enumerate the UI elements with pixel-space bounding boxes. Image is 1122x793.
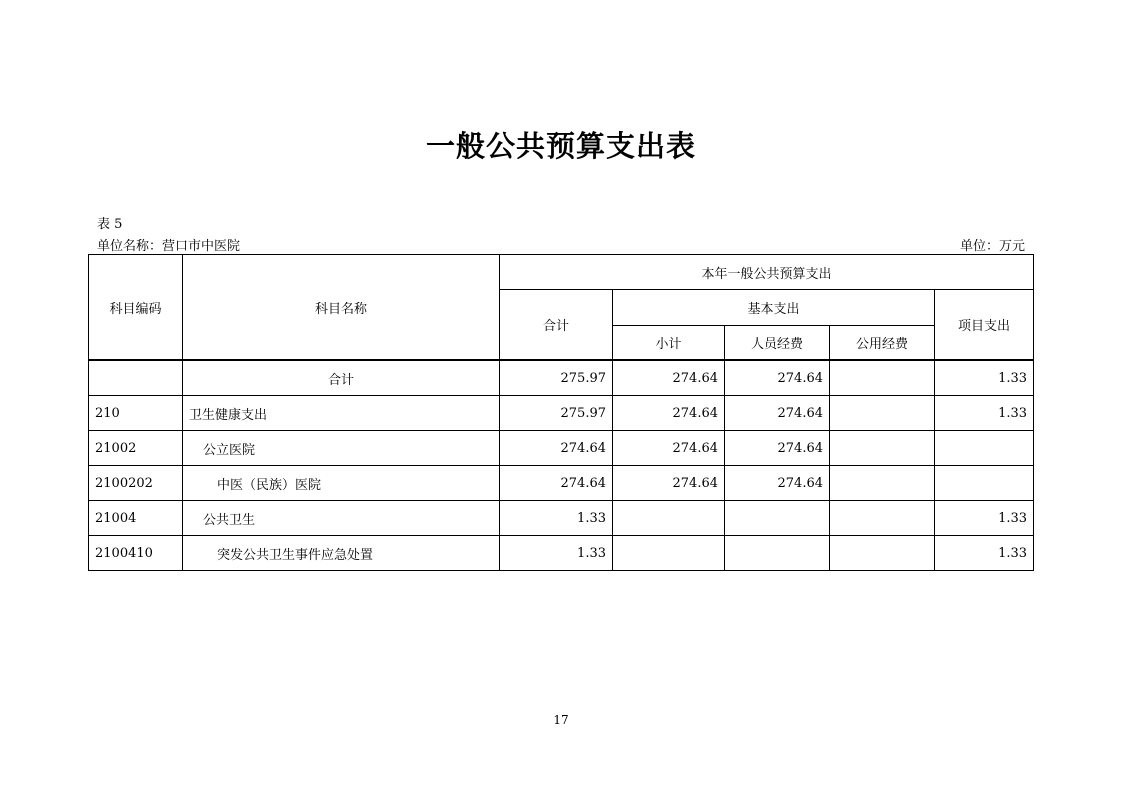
cell-subtotal — [613, 501, 725, 536]
cell-name: 公立医院 — [183, 431, 500, 466]
header-code: 科目编码 — [89, 255, 183, 361]
cell-public — [830, 536, 935, 571]
cell-project — [935, 431, 1034, 466]
cell-project: 1.33 — [935, 396, 1034, 431]
cell-project — [935, 466, 1034, 501]
cell-personnel: 274.64 — [725, 396, 830, 431]
page-title: 一般公共预算支出表 — [425, 129, 696, 163]
cell-subtotal: 274.64 — [613, 431, 725, 466]
cell-name: 合计 — [183, 360, 500, 396]
table-row — [89, 360, 1034, 396]
cell-public — [830, 431, 935, 466]
cell-public — [830, 396, 935, 431]
cell-total: 275.97 — [500, 360, 613, 396]
page-number: 17 — [553, 713, 569, 727]
cell-personnel — [725, 501, 830, 536]
cell-personnel: 274.64 — [725, 431, 830, 466]
table-number: 表 5 — [97, 217, 123, 232]
cell-subtotal: 274.64 — [613, 466, 725, 501]
header-subtotal: 小计 — [613, 326, 725, 361]
cell-total: 1.33 — [500, 536, 613, 571]
cell-code: 210 — [89, 396, 183, 431]
cell-code: 2100410 — [89, 536, 183, 571]
cell-code: 2100202 — [89, 466, 183, 501]
cell-project: 1.33 — [935, 501, 1034, 536]
unit-name: 单位名称：营口市中医院 — [97, 239, 241, 254]
cell-name: 公共卫生 — [183, 501, 500, 536]
table-row — [89, 536, 1034, 571]
cell-public — [830, 501, 935, 536]
cell-code: 21004 — [89, 501, 183, 536]
cell-code: 21002 — [89, 431, 183, 466]
cell-name: 中医（民族）医院 — [183, 466, 500, 501]
cell-subtotal — [613, 536, 725, 571]
cell-public — [830, 466, 935, 501]
header-name: 科目名称 — [183, 255, 500, 361]
cell-project: 1.33 — [935, 360, 1034, 396]
cell-total: 274.64 — [500, 431, 613, 466]
header-group: 本年一般公共预算支出 — [500, 255, 1034, 290]
header-total: 合计 — [500, 290, 613, 361]
cell-total: 274.64 — [500, 466, 613, 501]
cell-total: 1.33 — [500, 501, 613, 536]
header-basic: 基本支出 — [613, 290, 935, 326]
cell-personnel: 274.64 — [725, 466, 830, 501]
cell-public — [830, 360, 935, 396]
cell-name: 突发公共卫生事件应急处置 — [183, 536, 500, 571]
currency-unit: 单位：万元 — [959, 239, 1025, 254]
cell-personnel: 274.64 — [725, 360, 830, 396]
cell-code — [89, 360, 183, 396]
cell-subtotal: 274.64 — [613, 360, 725, 396]
cell-project: 1.33 — [935, 536, 1034, 571]
table-row — [89, 396, 1034, 431]
cell-personnel — [725, 536, 830, 571]
table-row — [89, 466, 1034, 501]
header-personnel: 人员经费 — [725, 326, 830, 361]
budget-table — [88, 254, 1034, 571]
cell-subtotal: 274.64 — [613, 396, 725, 431]
header-public: 公用经费 — [830, 326, 935, 361]
cell-name: 卫生健康支出 — [183, 396, 500, 431]
table-row — [89, 501, 1034, 536]
table-row — [89, 431, 1034, 466]
header-project: 项目支出 — [935, 290, 1034, 361]
cell-total: 275.97 — [500, 396, 613, 431]
